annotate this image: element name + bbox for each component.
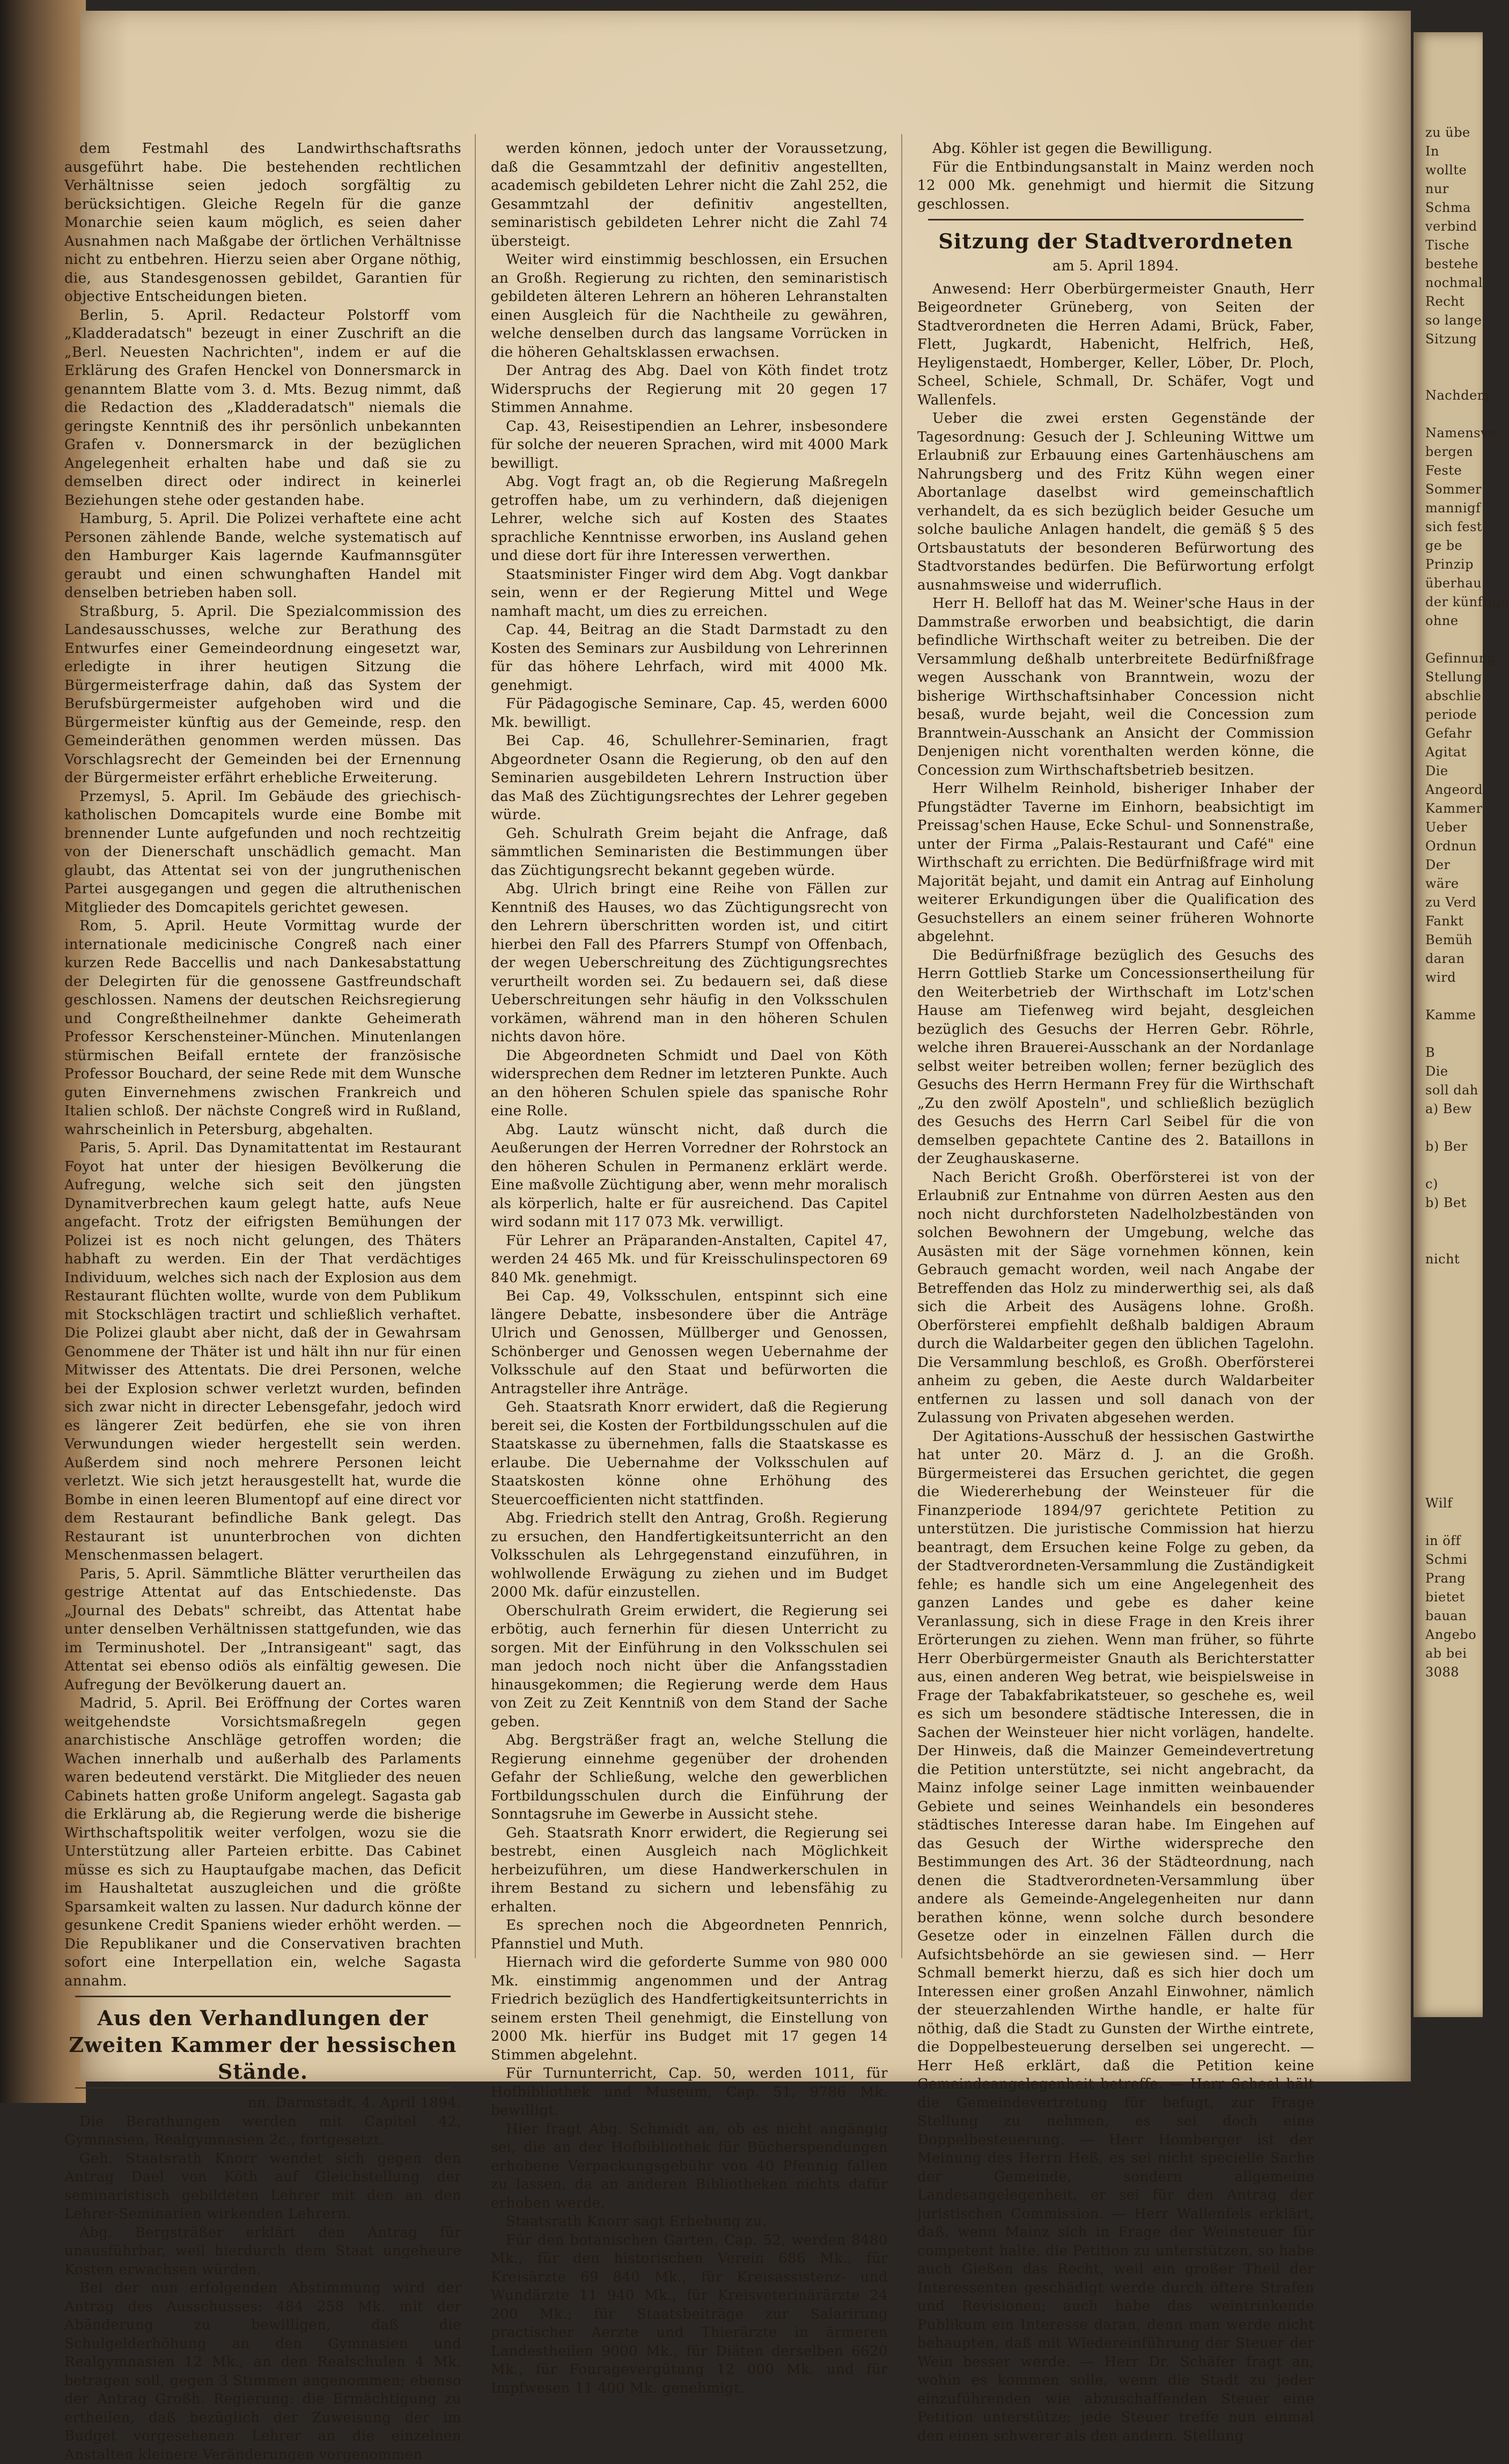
next-page-fragment [1414, 1457, 1483, 1475]
proceedings-paragraph: Abg. Vogt fragt an, ob die Regierung Maßregeln getroffen habe, um zu verhindern, daß diejenigen Lehrer, welche sich auf Kosten des Staates sprachliche Kenntnisse erworben, ins Ausland gehen und diese dort für ihre Interessen verwerthen. [491, 473, 888, 565]
dateline-darmstadt: nn. Darmstadt, 4. April 1894. [64, 2094, 461, 2113]
council-paragraph: Der Agitations-Ausschuß der hessischen Gastwirthe hat unter 20. März d. J. an die Großh. Bürgermeisterei das Ersuchen gerichtet, die gegen die Wiedererhebung der Weinsteuer für die Finanzperiode 1894/97 gerichtete Petition zu unterstützen. Die juristische Commission hat hierzu beantragt, dem Ersuchen keine Folge zu geben, da der Stadtverordneten-Versammlung die Zuständigkeit fehle; es handle sich um eine Angelegenheit des ganzen Landes und gebe es daher keine Veranlassung, sich in diese Frage in den Kreis ihrer Erörterungen zu ziehen. Wenn man früher, so führte Herr Oberbürgermeister Gnauth als Berichterstatter aus, einen anderen Weg betrat, wie beispielsweise in Frage der Tabakfabrikatsteuer, so geschehe es, weil es sich um besondere städtische Interessen, die in Sachen der Weinsteuer hier nicht vorlägen, handelte. Der Hinweis, daß die Mainzer Gemeindevertretung die Petition unterstützte, sei nicht angebracht, da Mainz infolge seiner Lage inmitten weinbauender Gebiete und seines Weinhandels ein besonderes städtisches Interesse daran habe. Im Eingehen auf das Gesuch der Wirthe widerspreche den Bestimmungen des Art. 36 der Städteordnung, nach denen die Stadtverordneten-Versammlung über andere als Gemeinde-Angelegenheiten nur dann berathen könne, wenn solche durch besondere Gesetze oder in einzelnen Fällen durch die Aufsichtsbehörde an sie gewiesen sind. — Herr Schmall bemerkt hierzu, daß es sich hier doch um Interessen einer großen Anzahl Einwohner, nämlich der steuerzahlenden Wirthe handle, er halte für nöthig, daß die Stadt zu Gunsten der Wirthe eintrete, die Doppelbesteuerung derselben sei ungerecht. — Herr Heß erklärt, daß die Petition keine Gemeindeangelegenheit betreffe. — Herr Scheel hält die Gemeindevertretung für befugt, zur Frage Stellung zu nehmen, es sei doch eine Doppelbesteuerung. — Herr Homberger ist der Meinung des Herrn Heß, es sei nicht specielle Sache der Gemeinde, sondern allgemeine Landesangelegenheit, er sei für den Antrag der juristischen Commission. — Herr Wallenfels erklärt, daß, wenn Mainz sich in Frage der Weinsteuer für competent halte, die Petition zu unterstützen, so habe auch Gießen das Recht, weil ein großer Theil der Interessenten geschädigt werde durch öftere Strafen und Revisionen; auch habe das weintrinkende Publikum ein Interesse daran, denn man werde nicht behaupten, daß mit Wiedereinführung der Steuer der Wein besser werde. — Herr Dr. Schäfer fragt an, wohin es kommen solle, wenn die Stadt zu jeder einzuführenden wie abzuschaffenden Steuer eine Petition unterstütze; jede Steuer treffe nun einmal den einen schwerer als den andern. Stellung [917, 1428, 1314, 2446]
news-paragraph: Berlin, 5. April. Redacteur Polstorff vom „Kladderadatsch" bezeugt in einer Zuschrift an die „Berl. Neuesten Nachrichten", indem er auf die Erklärung des Grafen Henckel von Donnersmarck in genanntem Blatte vom 3. d. Mts. Bezug nimmt, daß die Redaction des „Kladderadatsch" niemals die geringste Kenntniß des ihr persönlich unbekannten Grafen v. Donnersmarck in der bezüglichen Angelegenheit erhalten habe und daß sie zu demselben direct oder indirect in keinerlei Beziehungen stehe oder gestanden habe. [64, 306, 461, 510]
next-page-fragment [1414, 1212, 1483, 1231]
next-page-fragment: Die [1414, 762, 1483, 781]
next-page-edge [1414, 32, 1483, 2017]
next-page-fragment [1414, 1231, 1483, 1250]
proceedings-paragraph: Für Lehrer an Präparanden-Anstalten, Capitel 47, werden 24 465 Mk. und für Kreisschulinspectoren 69 840 Mk. genehmigt. [491, 1232, 888, 1288]
proceedings-paragraph: Geh. Staatsrath Knorr erwidert, die Regierung sei bestrebt, einen Ausgleich nach Möglichkeit herbeizuführen, um diese Handwerkerschulen in ihrem Bestand zu sichern und lebensfähig zu erhalten. [491, 1824, 888, 1917]
proceedings-paragraph: Die Berathungen werden mit Capitel 42, Gymnasien, Realgymnasien 2c., fortgesetzt. [64, 2113, 461, 2150]
proceedings-paragraph: Weiter wird einstimmig beschlossen, ein Ersuchen an Großh. Regierung zu richten, den seminaristisch gebildeten älteren Lehrern an höheren Lehranstalten einen Ausgleich für die Nachtheile zu gewähren, welche denselben durch das langsame Vorrücken in die höheren Gehaltsklassen erwachsen. [491, 251, 888, 362]
next-page-fragment: Sitzung [1414, 330, 1483, 349]
next-page-fragment: nochmal [1414, 274, 1483, 292]
column-2-proceedings [491, 139, 888, 2397]
next-page-fragment: In [1414, 142, 1483, 161]
news-paragraph: Hamburg, 5. April. Die Polizei verhaftete eine acht Personen zählende Bande, welche systematisch auf den Hamburger Kais lagernde Kaufmannsgüter geraubt und einen schwunghaften Handel mit denselben betrieben haben soll. [64, 510, 461, 602]
next-page-fragment: ge be [1414, 536, 1483, 555]
next-page-fragment [1414, 1288, 1483, 1306]
kammer-proceedings [64, 2113, 461, 2464]
proceedings-paragraph: Abg. Friedrich stellt den Antrag, Großh. Regierung zu ersuchen, den Handfertigkeitsunterricht an den Volksschulen als Lehrgegenstand einzuführen, in wohlwollende Erwägung zu ziehen und im Budget 2000 Mk. dafür einzustellen. [491, 1509, 888, 1602]
next-page-fragment: Fankt [1414, 912, 1483, 931]
proceedings-paragraph: Für Turnunterricht, Cap. 50, werden 1011, für Hofbibliothek und Museum, Cap. 51, 9786 Mk. bewilligt. [491, 2064, 888, 2120]
next-page-fragment [1414, 1156, 1483, 1175]
next-page-fragment: bergen [1414, 443, 1483, 461]
next-page-fragment [1414, 1513, 1483, 1532]
next-page-fragment: b) Ber [1414, 1137, 1483, 1156]
column-2 [491, 139, 888, 1953]
next-page-fragment: Kammer [1414, 799, 1483, 818]
proceedings-paragraph: Bei Cap. 49, Volksschulen, entspinnt sich eine längere Debatte, insbesondere über die Anträge Ulrich und Genossen, Müllberger und Genossen, Schönberger und Genossen wegen Uebernahme der Volksschule auf den Staat und befürworten die Antragsteller ihre Anträge. [491, 1287, 888, 1398]
next-page-fragment: wird [1414, 968, 1483, 987]
news-paragraph: Madrid, 5. April. Bei Eröffnung der Cortes waren weitgehendste Vorsichtsmaßregeln gegen anarchistische Anschläge getroffen worden; die Wachen innerhalb und außerhalb des Parlaments waren bedeutend verstärkt. Die Mitglieder des neuen Cabinets hatten große Uniform angelegt. Sagasta gab die Erklärung ab, die Regierung werde die bisherige Wirthschaftspolitik weiter verfolgen, wozu sie die Unterstützung aller Parteien erbitte. Das Cabinet müsse es sich zu Hauptaufgabe machen, das Deficit im Haushaltetat auszugleichen und die größte Sparsamkeit walten zu lassen. Nur dadurch könne der gesunkene Credit Spaniens wieder erhöht werden. — Die Republikaner und die Conservativen brachten sofort eine Interpellation ein, welche Sagasta annahm. [64, 1694, 461, 1990]
next-page-fragment: Kamme [1414, 1006, 1483, 1025]
next-page-fragment: verbind [1414, 217, 1483, 236]
next-page-fragment: zu übe [1414, 123, 1483, 142]
proceedings-paragraph: Geh. Staatsrath Knorr erwidert, daß die Regierung bereit sei, die Kosten der Fortbildungsschulen auf die Staatskasse zu übernehmen, falls die Staatskasse es erlaube. Die Uebernahme der Volksschulen auf Staatskosten könne ohne Erhöhung des Steuercoefficienten nicht stattfinden. [491, 1398, 888, 1509]
proceedings-paragraph: Für den botanischen Garten, Cap. 52, werden 8480 Mk., für den historischen Verein 686 Mk., für Kreisärzte 69 840 Mk., für Kreisassistenz- und Wundärzte 11 940 Mk., für Kreisveterinärärzte 24 200 Mk.; für Staatsbeiträge zur Salarirung practischer Aerzte und Thierärzte in ärmeren Landestheilen 9000 Mk., für Diäten derselben 6620 Mk., für Fouragevergütung 12 000 Mk. und für Impfwesen 11 400 Mk. genehmigt. [491, 2231, 888, 2398]
proceedings-paragraph: Abg. Ulrich bringt eine Reihe von Fällen zur Kenntniß des Hauses, wo das Züchtigungsrecht von den Lehrern überschritten worden ist, und citirt hierbei den Fall des Pfarrers Stumpf von Offenbach, der wegen Ueberschreitung des Züchtigungsrechtes verurtheilt worden sei. Zu bedauern sei, daß diese Ueberschreitungen sehr häufig in den Volksschulen vorkämen, während man in den höheren Schulen nichts davon höre. [491, 880, 888, 1047]
next-page-fragment: Angeord [1414, 781, 1483, 799]
proceedings-paragraph: werden können, jedoch unter der Voraussetzung, daß die Gesammtzahl der definitiv angestellten, academisch gebildeten Lehrer nicht die Zahl 252, die Gesammtzahl der definitiv angestellten, seminaristisch gebildeten Lehrer nicht die Zahl 74 übersteigt. [491, 139, 888, 251]
column-1-articles [64, 139, 461, 1990]
council-paragraph: Ueber die zwei ersten Gegenstände der Tagesordnung: Gesuch der J. Schleuning Wittwe um Erlaubniß zur Erbauung eines Gartenhäuschens am Nahrungsberg und des Fritz Kühn wegen einer Abortanlage daselbst wird gemeinschaftlich verhandelt, da es sich bezüglich beider Gesuche um solche bauliche Anlagen handelt, die gemäß § 5 des Ortsbaustatuts der besonderen Befürwortung des Stadtvorstandes bedürfen. Die Befürwortung erfolgt ausnahmsweise und widerruflich. [917, 409, 1314, 594]
stadtverordneten-proceedings [917, 280, 1314, 2446]
next-page-fragment: mannigf [1414, 499, 1483, 518]
proceedings-paragraph: Der Antrag des Abg. Dael von Köth findet trotz Widerspruchs der Regierung mit 20 gegen 17 Stimmen Annahme. [491, 362, 888, 417]
next-page-fragment: Tische [1414, 236, 1483, 255]
next-page-fragment: so lange [1414, 311, 1483, 330]
next-page-fragment: Recht [1414, 292, 1483, 311]
next-page-fragment: B [1414, 1043, 1483, 1062]
next-page-fragment: abschlie [1414, 687, 1483, 705]
next-page-fragment: Schmi [1414, 1550, 1483, 1569]
section-divider-lower [75, 2087, 451, 2088]
next-page-fragment: Gefinnung [1414, 649, 1483, 668]
next-page-fragment [1414, 1400, 1483, 1419]
next-page-fragment [1414, 1119, 1483, 1137]
next-page-fragment: nicht [1414, 1250, 1483, 1269]
news-paragraph: Przemysl, 5. April. Im Gebäude des griechisch-katholischen Domcapitels wurde eine Bombe mit brennender Lunte aufgefunden und noch rechtzeitig von der Dienerschaft unschädlich gemacht. Man glaubt, das Attentat sei von der jungruthenischen Partei ausgegangen und gegen die altruthenischen Mitglieder des Domcapitels gerichtet gewesen. [64, 788, 461, 917]
next-page-fragment: Feste [1414, 461, 1483, 480]
next-page-fragment [1414, 1306, 1483, 1325]
next-page-fragment [1414, 367, 1483, 386]
continuation-paragraph: Für die Entbindungsanstalt in Mainz werden noch 12 000 Mk. genehmigt und hiermit die Sitzung geschlossen. [917, 158, 1314, 214]
next-page-fragment [1414, 1344, 1483, 1363]
proceedings-paragraph: Geh. Staatsrath Knorr wendet sich gegen den Antrag Dael von Köth auf Gleichstellung der seminaristisch gebildeten Lehrer mit den an den Lehrer-Seminarien wirkenden Lehrern. [64, 2150, 461, 2224]
next-page-fragment: 3088 [1414, 1663, 1483, 1682]
next-page-fragment: Der [1414, 856, 1483, 874]
next-page-fragment: bietet [1414, 1588, 1483, 1607]
next-page-fragment: soll dah [1414, 1081, 1483, 1100]
news-paragraph: Paris, 5. April. Sämmtliche Blätter verurtheilen das gestrige Attentat auf das Entschiedenste. Das „Journal des Debats" schreibt, das Attentat habe unter denselben Verhältnissen stattgefunden, wie das im Terminushotel. Der „Intransigeant" sagt, das Attentat sei ebenso odiös als einfältig gewesen. Die Aufregung der Bevölkerung dauert an. [64, 1565, 461, 1695]
next-page-fragment: Ordnun [1414, 837, 1483, 856]
section-title-stadtverordneten: Sitzung der Stadtverordneten [917, 228, 1314, 255]
council-paragraph: Herr H. Belloff hat das M. Weiner'sche Haus in der Dammstraße erworben und beabsichtigt, die darin befindliche Wirthschaft weiter zu betreiben. Die der Versammlung deßhalb unterbreitete Bedürfnißfrage wegen Ausschank von Branntwein, wozu der bisherige Wirthschaftsinhaber Concession nicht besaß, wurde bejaht, weil die Concession zum Branntwein-Ausschank an Ansicht der Commission Denjenigen nicht vorenthalten werden könne, die Concession zum Wirthschaftsbetrieb besitzen. [917, 594, 1314, 779]
section-title-kammer: Aus den Verhandlungen der Zweiten Kammer der hessischen Stände. [64, 2005, 461, 2085]
proceedings-paragraph: Für Pädagogische Seminare, Cap. 45, werden 6000 Mk. bewilligt. [491, 695, 888, 732]
proceedings-paragraph: Abg. Bergsträßer erklärt den Antrag für unausführbar, weil hierdurch dem Staat ungeheure Kosten erwachsen würden. [64, 2224, 461, 2279]
next-page-fragment [1414, 1438, 1483, 1457]
next-page-fragment: Sommer [1414, 480, 1483, 499]
next-page-fragment [1414, 1419, 1483, 1438]
next-page-fragment [1414, 349, 1483, 367]
column-1 [64, 139, 461, 1953]
next-page-fragment: zu Verd [1414, 893, 1483, 912]
next-page-fragment: Namensve [1414, 424, 1483, 443]
proceedings-paragraph: Staatsminister Finger wird dem Abg. Vogt dankbar sein, wenn er der Regierung Mittel und Wege namhaft macht, um dies zu erreichen. [491, 565, 888, 621]
next-page-fragment: ab bei [1414, 1644, 1483, 1663]
next-page-fragment: nur [1414, 180, 1483, 198]
next-page-fragment: Prang [1414, 1569, 1483, 1588]
news-paragraph: dem Festmahl des Landwirthschaftsraths ausgeführt habe. Die bestehenden rechtlichen Verhältnisse seien jedoch sorgfältig zu berücksichtigen. Gleiche Regeln für die ganze Monarchie seien kaum möglich, es seien daher Ausnahmen nach Maßgabe der örtlichen Verhältnisse nicht zu entbehren. Hierzu seien aber Organe nöthig, die, aus Standesgenossen gebildet, Garantien für objective Entscheidungen bieten. [64, 139, 461, 306]
next-page-fragment: Bemüh [1414, 931, 1483, 950]
proceedings-paragraph: Bei der nun erfolgenden Abstimmung wird der Antrag des Ausschusses: 484 258 Mk. mit der Abänderung zu bewilligen, daß die Schulgelderhöhung an den Gymnasien und Realgymnasien 12 Mk., an den Realschulen 4 Mk. betragen soll, gegen 3 Stimmen angenommen; ebenso der Antrag Großh. Regierung: die Ermächtigung zu ertheilen, daß bezüglich der Zuweisung der im Budget vorgesehenen Lehrer an die einzelnen Anstalten kleinere Veränderungen vorgenommen [64, 2279, 461, 2464]
proceedings-paragraph: Die Abgeordneten Schmidt und Dael von Köth widersprechen dem Redner im letzteren Punkte. Auch an den höheren Schulen spiele das spanische Rohr eine Rolle. [491, 1047, 888, 1121]
next-page-fragment: wollte [1414, 161, 1483, 180]
next-page-fragment: in öff [1414, 1532, 1483, 1550]
next-page-fragment [1414, 1381, 1483, 1400]
next-page-fragment [1414, 1025, 1483, 1043]
next-page-fragment [1414, 405, 1483, 424]
next-page-fragment: sich fest [1414, 518, 1483, 536]
next-page-fragment: überhau [1414, 574, 1483, 593]
proceedings-paragraph: Hier fragt Abg. Schmidt an, ob es nicht angängig sei, die an der Hofbibliothek für Bücherspendungen erhobene Verpackungsgebühr von 40 Pfennig fallen zu lassen, da an anderen Bibliotheken nichts dafür erhoben werde. [491, 2120, 888, 2213]
proceedings-paragraph: Geh. Schulrath Greim bejaht die Anfrage, daß sämmtlichen Seminaristen die Bestimmungen über das Züchtigungsrecht bekannt gegeben würde. [491, 825, 888, 880]
next-page-fragment: Prinzip [1414, 555, 1483, 574]
next-page-fragment: daran [1414, 950, 1483, 968]
section-divider [928, 219, 1304, 220]
next-page-fragment [1414, 1475, 1483, 1494]
council-paragraph: Anwesend: Herr Oberbürgermeister Gnauth, Herr Beigeordneter Grüneberg, von Seiten der Stadtverordneten die Herren Adami, Brück, Faber, Flett, Jugkardt, Habenicht, Helfrich, Heß, Heyligenstaedt, Homberger, Keller, Löber, Dr. Ploch, Scheel, Schiele, Schmall, Dr. Schäfer, Vogt und Wallenfels. [917, 280, 1314, 410]
proceedings-paragraph: Abg. Lautz wünscht nicht, daß durch die Aeußerungen der Herren Vorredner der Rohrstock an den höheren Schulen in Permanenz erklärt werde. Eine maßvolle Züchtigung aber, wenn mehr moralisch als körperlich, halte er für ausreichend. Das Capitel wird sodann mit 117 073 Mk. verwilligt. [491, 1121, 888, 1232]
next-page-fragment: Angebo [1414, 1625, 1483, 1644]
next-page-fragment: wäre [1414, 874, 1483, 893]
next-page-fragment [1414, 987, 1483, 1006]
section-divider [75, 1996, 451, 1997]
next-page-fragments [1414, 32, 1483, 1682]
news-paragraph: Straßburg, 5. April. Die Spezialcommission des Landesausschusses, welche zur Berathung des Entwurfes einer Gemeindeordnung eingesetzt war, erledigte in ihrer heutigen Sitzung die Bürgermeisterfrage dahin, daß das System der Berufsbürgermeister aufgehoben wird und die Bürgermeister künftig aus der Gemeinde, resp. den Gemeinderäthen genommen werden müssen. Das Vorschlagsrecht der Gemeinden bei der Ernennung der Bürgermeister erfährt erhebliche Erweiterung. [64, 602, 461, 788]
council-paragraph: Herr Wilhelm Reinhold, bisheriger Inhaber der Pfungstädter Taverne im Einhorn, beabsichtigt im Preissag'schen Hause, Ecke Schul- und Sonnenstraße, unter der Firma „Palais-Restaurant und Café" eine Wirthschaft zu errichten. Die Bedürfnißfrage wird mit Majorität bejaht, und damit ein Antrag auf Einholung weiterer Erkundigungen über die Qualification des Gesuchstellers an einem seiner früheren Wohnorte abgelehnt. [917, 779, 1314, 946]
column-rule-1 [475, 134, 476, 1958]
proceedings-paragraph: Oberschulrath Greim erwidert, die Regierung sei erbötig, auch fernerhin für diesen Unterricht zu sorgen. Mit der Einführung in den Volksschulen sei man jedoch noch nicht über die Anfangsstadien hinausgekommen; die Regierung werde dem Haus von Zeit zu Zeit Kenntniß von dem Stand der Sache geben. [491, 1602, 888, 1732]
proceedings-paragraph: Cap. 43, Reisestipendien an Lehrer, insbesondere für solche der neueren Sprachen, wird mit 4000 Mark bewilligt. [491, 417, 888, 473]
next-page-fragment [1414, 1363, 1483, 1381]
next-page-fragment: Stellung [1414, 668, 1483, 687]
next-page-fragment: Nachdem [1414, 386, 1483, 405]
column-rule-2 [901, 134, 902, 1958]
next-page-fragment: Wilf [1414, 1494, 1483, 1513]
proceedings-paragraph: Hiernach wird die geforderte Summe von 980 000 Mk. einstimmig angenommen und der Antrag Friedrich bezüglich des Handfertigkeitsunterrichts in seinem ersten Theil genehmigt, die Einstellung von 2000 Mk. hierfür ins Budget mit 17 gegen 14 Stimmen abgelehnt. [491, 1953, 888, 2064]
proceedings-paragraph: Staatsrath Knorr sagt Erhebung zu. [491, 2212, 888, 2231]
next-page-fragment: Agitat [1414, 743, 1483, 762]
next-page-fragment: Ueber [1414, 818, 1483, 837]
council-paragraph: Nach Bericht Großh. Oberförsterei ist von der Erlaubniß zur Entnahme von dürren Aesten aus den noch nicht durchforsteten Nadelholzbeständen von solchen Bewohnern der Umgebung, welche das Ausästen mit der Säge vornehmen können, kein Gebrauch gemacht worden, weil nach Angabe der Betreffenden das Holz zu minderwerthig sei, als daß sich die Arbeit des Ausägens lohne. Großh. Oberförsterei empfiehlt deßhalb baldigen Abraum durch die Waldarbeiter gegen den üblichen Tagelohn. Die Versammlung beschloß, es Großh. Oberförsterei anheim zu geben, die Aeste durch Waldarbeiter entfernen zu lassen und soll danach von der Zulassung von Privaten abgesehen werden. [917, 1168, 1314, 1428]
next-page-fragment: b) Bet [1414, 1194, 1483, 1212]
proceedings-paragraph: Cap. 44, Beitrag an die Stadt Darmstadt zu den Kosten des Seminars zur Ausbildung von Lehrerinnen für das höhere Lehrfach, wird mit 4000 Mk. genehmigt. [491, 621, 888, 695]
next-page-fragment: bauan [1414, 1607, 1483, 1625]
next-page-fragment: bestehe [1414, 255, 1483, 274]
next-page-fragment: a) Bew [1414, 1100, 1483, 1119]
next-page-fragment: periode [1414, 705, 1483, 724]
next-page-fragment: c) [1414, 1175, 1483, 1194]
proceedings-paragraph: Abg. Bergsträßer fragt an, welche Stellung die Regierung einnehme gegenüber der drohenden Gefahr der Schließung, welche den gewerblichen Fortbildungsschulen durch die Einführung der Sonntagsruhe im Gewerbe in Aussicht stehe. [491, 1731, 888, 1824]
column-3-continuation [917, 139, 1314, 214]
next-page-fragment: Schma [1414, 198, 1483, 217]
news-paragraph: Rom, 5. April. Heute Vormittag wurde der internationale medicinische Congreß nach einer kurzen Rede Baccellis und nach Dankesabstattung der Delegirten für die genossene Gastfreundschaft geschlossen. Namens der deutschen Reichsregierung und Congreßtheilnehmer dankte Geheimerath Professor Kerschensteiner-München. Minutenlangen stürmischen Beifall erntete der französische Professor Bouchard, der seine Rede mit dem Wunsche guten Einvernehmens zwischen Frankreich und Italien schloß. Der nächste Congreß wird in Rußland, wahrscheinlich in Petersburg, abgehalten. [64, 917, 461, 1139]
dateline-stadtverordneten: am 5. April 1894. [917, 257, 1314, 276]
column-3 [917, 139, 1314, 1953]
proceedings-paragraph: Es sprechen noch die Abgeordneten Pennrich, Pfannstiel und Muth. [491, 1916, 888, 1953]
next-page-fragment [1414, 1269, 1483, 1288]
continuation-paragraph: Abg. Köhler ist gegen die Bewilligung. [917, 139, 1314, 158]
next-page-fragment: Gefahr [1414, 724, 1483, 743]
next-page-fragment: ohne [1414, 612, 1483, 630]
next-page-fragment: Die [1414, 1062, 1483, 1081]
council-paragraph: Die Bedürfnißfrage bezüglich des Gesuchs des Herrn Gottlieb Starke um Concessionsertheilung für den Weiterbetrieb der Wirthschaft im Lotz'schen Hause am Tiefenweg wird bejaht, desgleichen bezüglich des Gesuchs der Herren Gebr. Röhrle, welche ihren Brauerei-Ausschank an der Nordanlage selbst weiter betreiben wollen; ferner bezüglich des Gesuchs des Herrn Hermann Frey für die Wirthschaft „Zu den zwölf Aposteln", und schließlich bezüglich des Gesuchs des Herrn Carl Seibel für die von demselben gepachtete Cantine des 2. Bataillons in der Zeughauskaserne. [917, 946, 1314, 1168]
proceedings-paragraph: Bei Cap. 46, Schullehrer-Seminarien, fragt Abgeordneter Osann die Regierung, ob den auf den Seminarien ausgebildeten Lehrern Instruction über das Maß des Züchtigungsrechtes der Lehrer gegeben würde. [491, 732, 888, 825]
next-page-fragment: der künftige [1414, 593, 1483, 612]
next-page-fragment [1414, 630, 1483, 649]
next-page-fragment [1414, 1325, 1483, 1344]
news-paragraph: Paris, 5. April. Das Dynamitattentat im Restaurant Foyot hat unter der hiesigen Bevölkerung die Aufregung, welche sich seit den jüngsten Dynamitverbrechen kaum gelegt hatte, aufs Neue angefacht. Trotz der eifrigsten Bemühungen der Polizei ist es noch nicht gelungen, des Thäters habhaft zu werden. Ein der That verdächtiges Individuum, welches sich nach der Explosion aus dem Restaurant flüchten wollte, wurde von dem Publikum mit Stockschlägen tractirt und schließlich verhaftet. Die Polizei glaubt aber nicht, daß der in Gewahrsam Genommene der Thäter ist und hält ihn nur für einen Mitwisser des Attentats. Die drei Personen, welche bei der Explosion schwer verletzt wurden, befinden sich zwar nicht in directer Lebensgefahr, jedoch wird es längerer Zeit bedürfen, ehe sie von ihren Verwundungen wieder hergestellt sein werden. Außerdem sind noch mehrere Personen leicht verletzt. Wie sich jetzt herausgestellt hat, wurde die Bombe in einen leeren Blumentopf auf eine direct vor dem Restaurant befindliche Bank gelegt. Das Restaurant ist ununterbrochen von dichten Menschenmassen belagert. [64, 1139, 461, 1565]
